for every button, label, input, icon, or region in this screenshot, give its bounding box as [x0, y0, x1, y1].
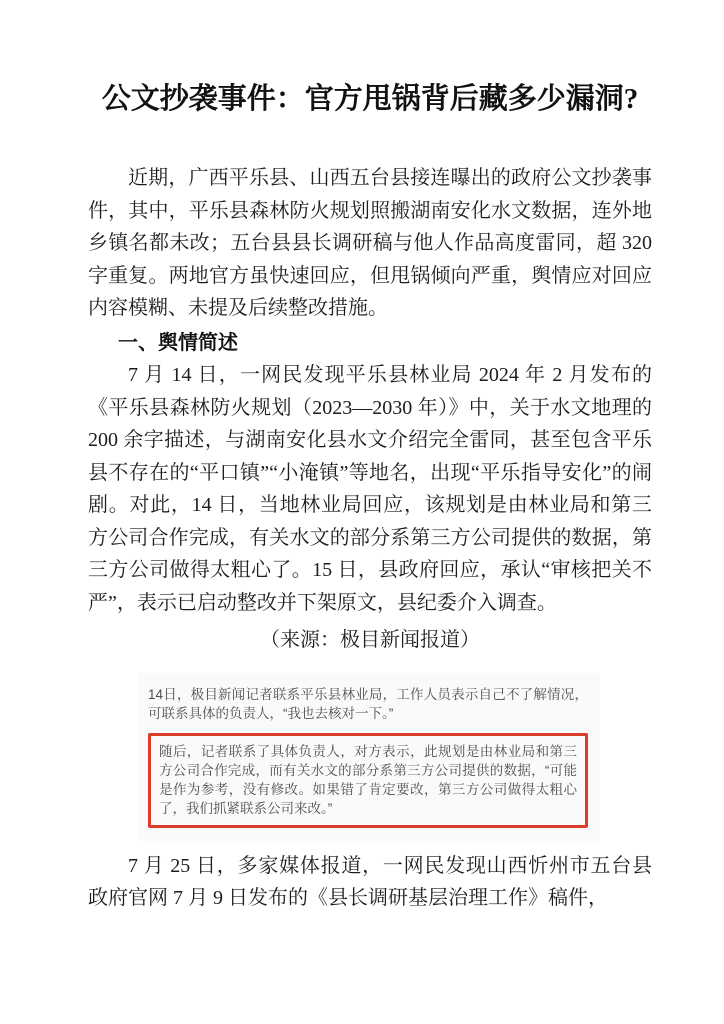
article-title: 公文抄袭事件：官方甩锅背后藏多少漏洞?: [101, 83, 639, 115]
highlight-red-box: [148, 733, 588, 828]
news-article-screenshot: [138, 673, 600, 841]
screenshot-paragraph: 14日，极目新闻记者联系平乐县林业局，工作人员表示自己不了解情况，可联系具体的负责人，“我也去核对一下。”: [148, 686, 588, 721]
section-body-paragraph: 7 月 14 日，一网民发现平乐县林业局 2024 年 2 月发布的《平乐县森林防火规划（2023—2030 年）》中，关于水文地理的 200 余字描述，与湖南安化县水文介绍完全雷同，甚至包含平乐县不存在的“平口镇”“小淹镇”等地名，出现“平乐指导安化”的闹剧。对此，14 日，当地林业局回应，该规划是由林业局和第三方公司合作完成，有关水文的部分系第三方公司提供的数据，第三方公司做得太粗心了。15 日，县政府回应，承认“审核把关不严”，表示已启动整改并下架原文，县纪委介入调查。: [88, 364, 652, 614]
closing-paragraph: 7 月 25 日，多家媒体报道，一网民发现山西忻州市五台县政府官网 7 月 9 日发布的《县长调研基层治理工作》稿件，: [88, 854, 652, 910]
source-caption: （来源：极目新闻报道）: [260, 629, 480, 652]
screenshot-highlighted-paragraph: 随后，记者联系了具体负责人，对方表示，此规划是由林业局和第三方公司合作完成，而有关水文的部分系第三方公司提供的数据，“可能是作为参考，没有修改。如果错了肯定要改，第三方公司做得太粗心了，我们抓紧联系公司来改。”: [159, 743, 577, 816]
section-heading: 一、舆情简述: [118, 331, 238, 354]
intro-paragraph: 近期，广西平乐县、山西五台县接连曝出的政府公文抄袭事件，其中，平乐县森林防火规划照搬湖南安化水文数据，连外地乡镇名都未改；五台县县长调研稿与他人作品高度雷同，超 320 字重复。两地官方虽快速回应，但甩锅倾向严重，舆情应对回应内容模糊、未提及后续整改措施。: [88, 167, 652, 320]
